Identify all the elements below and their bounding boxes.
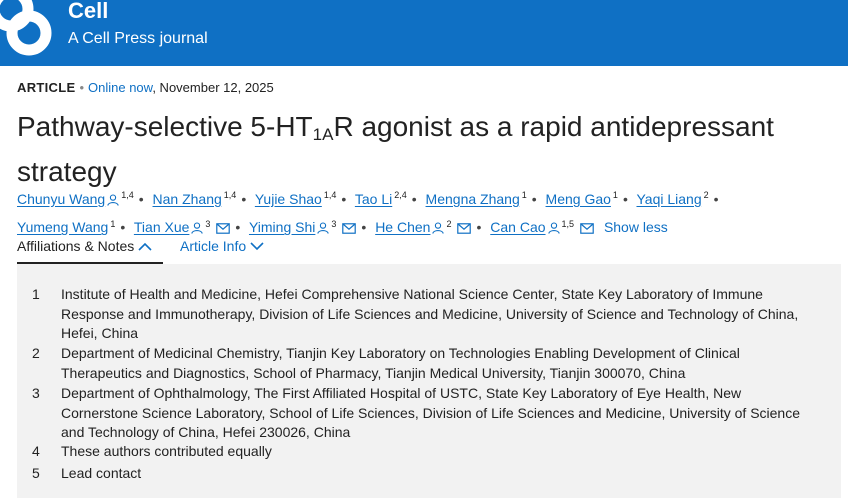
author-list	[17, 184, 837, 241]
author-separator: •	[622, 190, 628, 207]
article-title	[17, 108, 837, 190]
affiliation-superscript[interactable]: 1	[110, 218, 116, 229]
affiliation-text: These authors contributed equally	[61, 443, 272, 459]
author-name-link[interactable]: Yaqi Liang	[636, 190, 702, 207]
author-entry	[255, 191, 351, 207]
article-type: ARTICLE	[17, 80, 76, 95]
author-entry	[426, 191, 542, 207]
author-entry	[17, 219, 130, 235]
author-name-link[interactable]: Nan Zhang	[152, 190, 222, 207]
site-header	[0, 0, 848, 66]
author-name-link[interactable]: Yiming Shi	[248, 219, 316, 236]
author-name-link[interactable]: Yujie Shao	[254, 190, 322, 207]
author-entry	[153, 191, 252, 207]
journal-name[interactable]: Cell	[68, 0, 109, 23]
email-icon[interactable]	[580, 218, 594, 241]
author-entry	[134, 219, 245, 235]
affiliation-number: 2	[32, 345, 40, 361]
affiliation-number: 4	[32, 443, 40, 459]
affiliation-text: Department of Medicinal Chemistry, Tianjin Key Laboratory on Technologies Enabling Development of Clinical Therapeutics and Diagnostics, School of Pharmacy, Tianjin Medical University, Tianjin 300070, China	[61, 345, 740, 381]
author-separator: •	[411, 190, 417, 207]
person-icon[interactable]	[548, 218, 560, 241]
affiliation-superscript[interactable]: 2	[446, 218, 452, 229]
author-separator: •	[138, 190, 144, 207]
affiliation-superscript[interactable]: 1,4	[121, 190, 134, 200]
title-text-part2: R agonist as a rapid antidepressant strategy	[17, 111, 774, 187]
affiliation-superscript[interactable]: 1,4	[323, 190, 337, 200]
author-entry	[355, 191, 422, 207]
affiliation-superscript[interactable]: 3	[331, 218, 337, 229]
email-icon[interactable]	[342, 218, 356, 241]
author-entry	[636, 191, 723, 207]
affiliation-superscript[interactable]: 2	[703, 190, 709, 200]
author-separator: •	[713, 190, 719, 207]
author-name-link[interactable]: Can Cao	[490, 219, 546, 236]
affiliation-superscript[interactable]: 1,5	[561, 218, 575, 229]
chevron-up-icon	[138, 242, 152, 251]
author-separator: •	[476, 219, 482, 236]
email-icon[interactable]	[457, 218, 471, 241]
meta-separator: •	[79, 80, 84, 95]
show-less-link[interactable]: Show less	[603, 219, 668, 236]
author-entry	[17, 191, 149, 207]
author-name-link[interactable]: Meng Gao	[545, 190, 611, 207]
author-name-link[interactable]: Chunyu Wang	[17, 190, 106, 207]
affiliation-superscript[interactable]: 1	[521, 190, 527, 200]
author-name-link[interactable]: He Chen	[375, 219, 431, 236]
title-text-part1: Pathway-selective 5-HT	[17, 111, 313, 142]
affiliation-text: Department of Ophthalmology, The First Affiliated Hospital of USTC, State Key Laboratory of Eye Health, New Cornerstone Science Laboratory, School of Life Sciences, Division of Life Sciences and Medicine, University of Science and Technology of China, Hefei 230026, China	[61, 385, 801, 440]
affiliation-superscript[interactable]: 1	[612, 190, 618, 200]
affiliation-superscript[interactable]: 1,4	[223, 190, 237, 200]
author-name-link[interactable]: Tian Xue	[133, 219, 190, 236]
affiliations-panel	[17, 264, 841, 498]
affiliation-text: Institute of Health and Medicine, Hefei Comprehensive National Science Center, State Key Laboratory of Immune Response and Immunotherapy, Division of Life Sciences and Medicine, University of Science and Technology of China, Hefei, China	[61, 286, 799, 341]
author-name-link[interactable]: Tao Li	[354, 190, 393, 207]
author-entry	[249, 219, 371, 235]
cell-logo-icon[interactable]	[0, 0, 58, 56]
author-separator: •	[341, 190, 347, 207]
tab-affiliations-notes[interactable]	[17, 238, 163, 264]
affiliation-superscript[interactable]: 2,4	[394, 190, 407, 200]
author-separator: •	[241, 190, 247, 207]
author-name-link[interactable]: Mengna Zhang	[425, 190, 520, 207]
author-entry	[490, 219, 594, 235]
author-separator: •	[235, 219, 241, 236]
person-icon[interactable]	[107, 190, 119, 213]
author-entry	[375, 219, 486, 235]
author-separator: •	[120, 219, 126, 236]
tab-article-info[interactable]	[180, 238, 280, 264]
tab-affiliations-label: Affiliations & Notes	[17, 238, 135, 254]
affiliation-number: 3	[32, 385, 40, 401]
publish-date: , November 12, 2025	[152, 80, 274, 95]
author-separator: •	[531, 190, 537, 207]
journal-subtitle: A Cell Press journal	[68, 30, 208, 47]
article-meta	[17, 80, 274, 95]
person-icon[interactable]	[317, 218, 329, 241]
person-icon[interactable]	[432, 218, 444, 241]
tab-article-info-label: Article Info	[180, 238, 247, 254]
author-separator: •	[361, 219, 367, 236]
affiliation-number: 1	[32, 286, 40, 302]
author-entry	[546, 191, 633, 207]
chevron-down-icon	[250, 242, 264, 251]
affiliation-number: 5	[32, 465, 40, 481]
affiliation-superscript[interactable]: 3	[205, 218, 211, 229]
online-status-link[interactable]: Online now	[88, 80, 153, 95]
author-name-link[interactable]: Yumeng Wang	[17, 219, 109, 236]
title-subscript: 1A	[312, 125, 334, 144]
affiliation-text: Lead contact	[61, 465, 142, 481]
